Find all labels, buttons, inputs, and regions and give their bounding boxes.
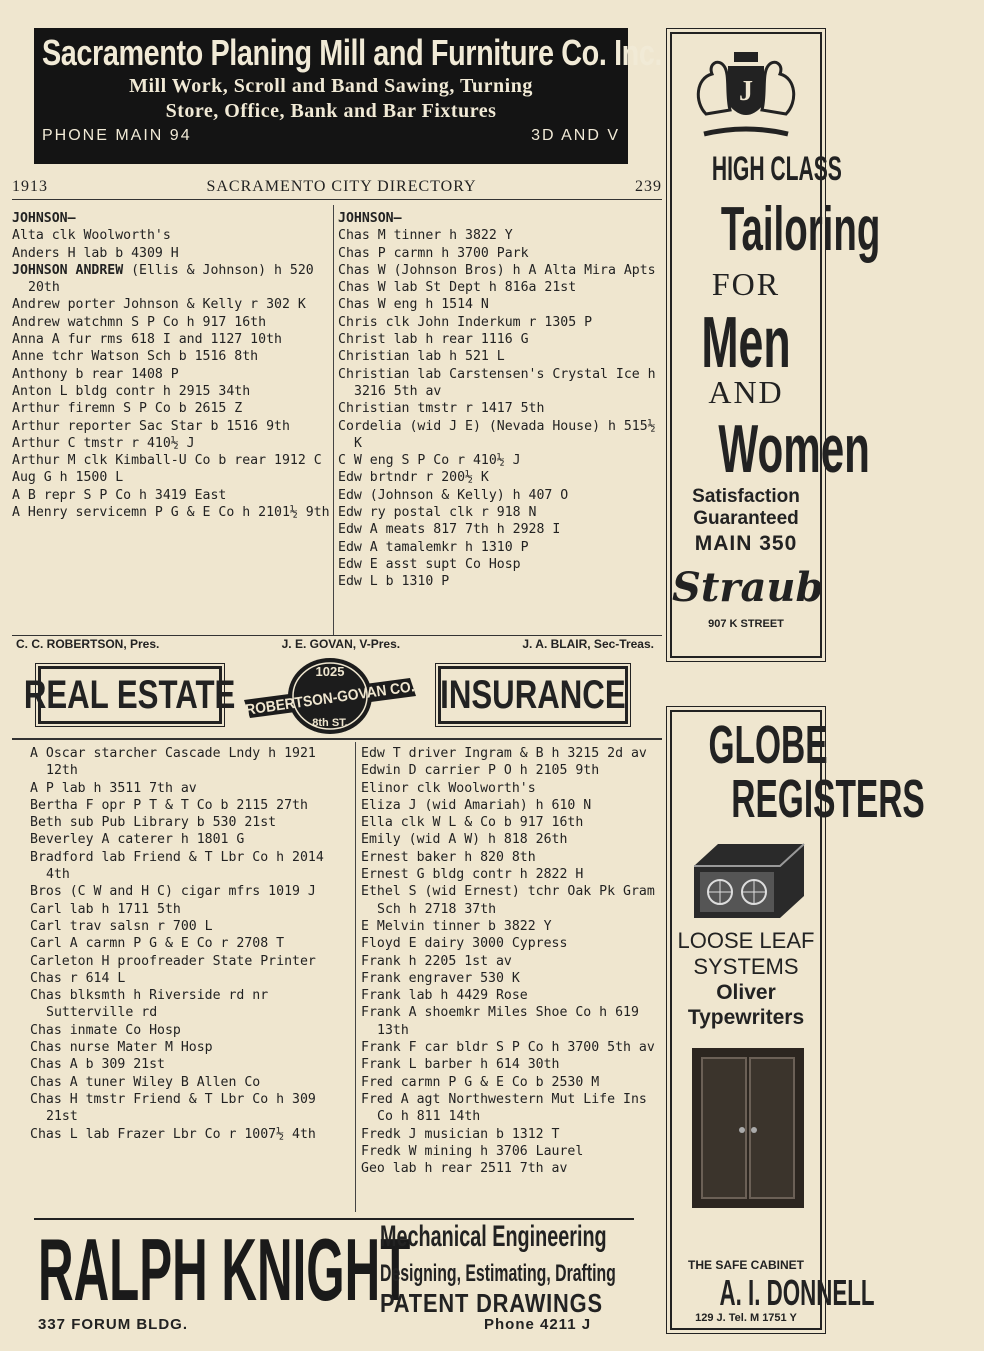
directory-entry: C W eng S P Co r 410½ J <box>338 453 521 469</box>
loose-leaf-systems <box>672 928 820 980</box>
real-estate-label: REAL ESTATE <box>24 672 236 717</box>
patent-drawings: PATENT DRAWINGS <box>380 1288 603 1318</box>
surname-heading: JOHNSON— <box>12 211 76 226</box>
surname-heading: JOHNSON— <box>338 211 402 226</box>
directory-entry: Fredk J musician b 1312 T <box>361 1126 560 1142</box>
directory-entry: Ella clk W L & Co b 917 16th <box>361 815 584 831</box>
directory-entry: Frank F car bldr S P Co h 3700 5th av <box>361 1040 655 1056</box>
directory-entry: Carl trav salsn r 700 L <box>30 918 213 934</box>
directory-entry: Chas blksmth h Riverside rd nr Sutterville rd <box>30 988 277 1021</box>
directory-entry: Bradford lab Friend & T Lbr Co h 2014 4th <box>30 849 332 883</box>
directory-entry: Edw E asst supt Co Hosp <box>338 556 521 572</box>
directory-entry: Anna A fur rms 618 I and 1127 10th <box>12 332 282 348</box>
insurance-label: INSURANCE <box>440 672 626 717</box>
directory-entry: Andrew watchmn S P Co h 917 16th <box>12 314 267 330</box>
page-header <box>12 178 662 200</box>
officer-president: C. C. ROBERTSON, Pres. <box>16 637 160 651</box>
loose-leaf-word: LOOSE LEAF <box>677 928 815 953</box>
crest-letter: J <box>739 76 753 107</box>
column-divider <box>333 205 334 635</box>
directory-entry: Christian lab Carstensen's Crystal Ice h 3216 5th av <box>338 366 664 399</box>
guaranteed-word: Guaranteed <box>693 508 799 529</box>
directory-entry: Geo lab h rear 2511 7th av <box>361 1161 568 1177</box>
directory-year: 1913 <box>12 178 48 195</box>
listing-column-left-bottom <box>30 745 330 1143</box>
directory-entry: Bertha F opr P T & T Co b 2115 27th <box>30 797 308 813</box>
directory-entry: Edw brtndr r 200½ K <box>338 470 489 486</box>
mill-services-line: Mill Work, Scroll and Band Sawing, Turning <box>129 75 533 97</box>
oliver-word: Oliver <box>716 981 776 1004</box>
straub-street: 907 K STREET <box>708 618 784 630</box>
satisfaction-word: Satisfaction <box>692 486 800 507</box>
tailoring-for: FOR <box>711 266 781 302</box>
officers-line <box>12 635 662 653</box>
directory-entry: Frank A shoemkr Miles Shoe Co h 619 13th <box>361 1005 647 1038</box>
column-divider <box>355 742 356 1212</box>
registers-word: REGISTERS <box>731 769 925 829</box>
directory-entry: Chas M tinner h 3822 Y <box>338 228 513 244</box>
directory-entry: Arthur C tmstr r 410½ J <box>12 435 195 451</box>
typewriters-word: Typewriters <box>687 1006 805 1029</box>
lion-crest-icon <box>686 44 806 154</box>
directory-entry: A Henry servicemn P G & E Co h 2101½ 9th <box>12 505 330 521</box>
listing-column-right-top <box>338 210 668 591</box>
donnell-address: 129 J. Tel. M 1751 Y <box>695 1312 797 1324</box>
tailoring-high-class: HIGH CLASS <box>711 150 842 188</box>
safe-cabinet-title: THE SAFE CABINET <box>687 1258 804 1272</box>
logo-company: ROBERTSON-GOVAN CO. <box>244 678 416 719</box>
tailoring-word: Tailoring <box>720 195 881 264</box>
directory-entry: Beth sub Pub Library b 530 21st <box>30 815 277 831</box>
directory-entry: Edwin D carrier P O h 2105 9th <box>361 763 600 779</box>
mill-phone: PHONE MAIN 94 <box>42 127 192 144</box>
directory-entry: Beverley A caterer h 1801 G <box>30 832 245 848</box>
tailoring-and: AND <box>708 374 784 410</box>
directory-entry: Christian lab h 521 L <box>338 349 505 365</box>
ralph-knight-address: 337 FORUM BLDG. <box>38 1316 189 1333</box>
directory-entry: Eliza J (wid Amariah) h 610 N <box>361 797 592 813</box>
systems-word: SYSTEMS <box>693 954 799 979</box>
directory-entry: Edw (Johnson & Kelly) h 407 O <box>338 487 569 503</box>
directory-entry: Christ lab h rear 1116 G <box>338 332 529 348</box>
directory-entry: A B repr S P Co h 3419 East <box>12 487 227 503</box>
directory-entry: Ethel S (wid Ernest) tchr Oak Pk Gram Sch h 2718 37th <box>361 884 663 917</box>
logo-street: 8th ST. <box>312 717 348 729</box>
directory-entry: Aug G h 1500 L <box>12 470 124 486</box>
officer-vice-president: J. E. GOVAN, V-Pres. <box>281 637 401 651</box>
listing-column-right-bottom <box>361 745 667 1177</box>
directory-entry: Alta clk Woolworth's <box>12 228 171 244</box>
donnell-name: A. I. DONNELL <box>719 1272 875 1313</box>
directory-entry: Chas P carmn h 3700 Park <box>338 245 529 261</box>
service-subtitle: Designing, Estimating, Drafting <box>380 1260 616 1287</box>
globe-word: GLOBE <box>708 715 828 775</box>
directory-entry: Chas A b 309 21st <box>30 1057 165 1073</box>
tailoring-satisfaction <box>672 486 820 530</box>
oliver-typewriters <box>672 980 820 1030</box>
mill-contact-line <box>42 127 620 145</box>
directory-entry: Ernest baker h 820 8th <box>361 849 536 865</box>
section-rule <box>12 738 662 740</box>
directory-entry: Anton L bldg contr h 2915 34th <box>12 383 251 399</box>
directory-entry: Chas H tmstr Friend & T Lbr Co h 309 21st <box>30 1091 324 1125</box>
directory-entry: A Oscar starcher Cascade Lndy h 1921 12th <box>30 746 324 779</box>
directory-entry: Edw A tamalemkr h 1310 P <box>338 539 529 555</box>
logo-number: 1025 <box>315 664 345 679</box>
top-banner-ad <box>34 28 663 164</box>
directory-entry: Chas W (Johnson Bros) h A Alta Mira Apts <box>338 262 656 278</box>
ralph-knight-phone: Phone 4211 J <box>484 1316 592 1333</box>
directory-entry: Fred carmn P G & E Co b 2530 M <box>361 1074 600 1090</box>
directory-entry: Edw ry postal clk r 918 N <box>338 505 537 521</box>
directory-entry: Bros (C W and H C) cigar mfrs 1019 J <box>30 884 316 900</box>
directory-entry: Chas W eng h 1514 N <box>338 297 489 313</box>
directory-entry: Arthur firemn S P Co b 2615 Z <box>12 401 243 417</box>
directory-entry: Edw L b 1310 P <box>338 574 450 590</box>
tailoring-women: Women <box>718 411 870 487</box>
directory-entry: Cordelia (wid J E) (Nevada House) h 515½ K <box>338 418 664 451</box>
directory-entry: Elinor clk Woolworth's <box>361 780 536 796</box>
directory-entry: Fred A agt Northwestern Mut Life Ins Co h 811 14th <box>361 1091 655 1125</box>
directory-entry: Floyd E dairy 3000 Cypress <box>361 936 568 952</box>
directory-entry: Anthony b rear 1408 P <box>12 366 179 382</box>
directory-entry: Frank h 2205 1st av <box>361 953 512 969</box>
directory-entry: JOHNSON ANDREW (Ellis & Johnson) h 520 20th <box>12 262 322 296</box>
cash-register-icon <box>688 836 810 922</box>
directory-entry: Andrew porter Johnson & Kelly r 302 K <box>12 297 306 313</box>
directory-entry: A P lab h 3511 7th av <box>30 780 197 796</box>
directory-entry: Chas A tuner Wiley B Allen Co <box>30 1074 261 1090</box>
directory-entry: Frank engraver 530 K <box>361 970 520 986</box>
directory-entry: Chris clk John Inderkum r 1305 P <box>338 314 593 330</box>
directory-entry: Arthur reporter Sac Star b 1516 9th <box>12 418 290 434</box>
globe-registers-ad <box>670 710 925 1330</box>
robertson-govan-logo <box>240 656 420 738</box>
directory-title: SACRAMENTO CITY DIRECTORY <box>206 178 477 195</box>
straub-signature: Straub <box>672 564 824 611</box>
directory-entry: Anders H lab b 4309 H <box>12 245 179 261</box>
directory-entry: Fredk W mining h 3706 Laurel <box>361 1143 584 1159</box>
directory-entry: Arthur M clk Kimball-U Co b rear 1912 C <box>12 453 322 469</box>
directory-entry: Christian tmstr r 1417 5th <box>338 401 545 417</box>
officer-secretary: J. A. BLAIR, Sec-Treas. <box>522 637 654 651</box>
entry-name-bold: JOHNSON ANDREW <box>12 262 124 278</box>
directory-entry: Chas nurse Mater M Hosp <box>30 1040 213 1056</box>
page-number: 239 <box>635 178 662 195</box>
directory-entry: E Melvin tinner b 3822 Y <box>361 918 552 934</box>
directory-entry: Emily (wid A W) h 818 26th <box>361 832 568 848</box>
service-title: Mechanical Engineering <box>380 1220 607 1253</box>
mill-address: 3D AND V <box>531 127 620 144</box>
safe-cabinet-icon <box>690 1046 806 1210</box>
directory-entry: Carleton H proofreader State Printer <box>30 953 316 969</box>
tailoring-phone: MAIN 350 <box>694 532 798 555</box>
listing-column-left-top <box>12 210 330 521</box>
directory-entry: Chas W lab St Dept h 816a 21st <box>338 280 577 296</box>
ralph-knight-name: RALPH KNIGHT <box>38 1220 411 1319</box>
directory-entry: Edw T driver Ingram & B h 3215 2d av <box>361 746 647 761</box>
directory-entry: Carl lab h 1711 5th <box>30 901 181 917</box>
mill-fixtures-line: Store, Office, Bank and Bar Fixtures <box>165 100 497 122</box>
tailoring-ad <box>670 32 881 658</box>
directory-entry: Anne tchr Watson Sch b 1516 8th <box>12 349 259 365</box>
directory-entry: Carl A carmn P G & E Co r 2708 T <box>30 936 285 952</box>
directory-entry: Chas inmate Co Hosp <box>30 1022 181 1038</box>
directory-entry: Edw A meats 817 7th h 2928 I <box>338 522 561 538</box>
directory-entry: Ernest G bldg contr h 2822 H <box>361 867 584 883</box>
real-estate-box <box>24 666 236 724</box>
tailoring-men: Men <box>701 303 791 383</box>
directory-entry: Frank lab h 4429 Rose <box>361 988 528 1004</box>
mill-company-name: Sacramento Planing Mill and Furniture Co. Inc. <box>42 32 663 73</box>
directory-entry: Frank L barber h 614 30th <box>361 1057 560 1073</box>
directory-entry: Chas L lab Frazer Lbr Co r 1007½ 4th <box>30 1126 316 1142</box>
insurance-box <box>438 666 628 724</box>
directory-entry: Chas r 614 L <box>30 970 126 986</box>
